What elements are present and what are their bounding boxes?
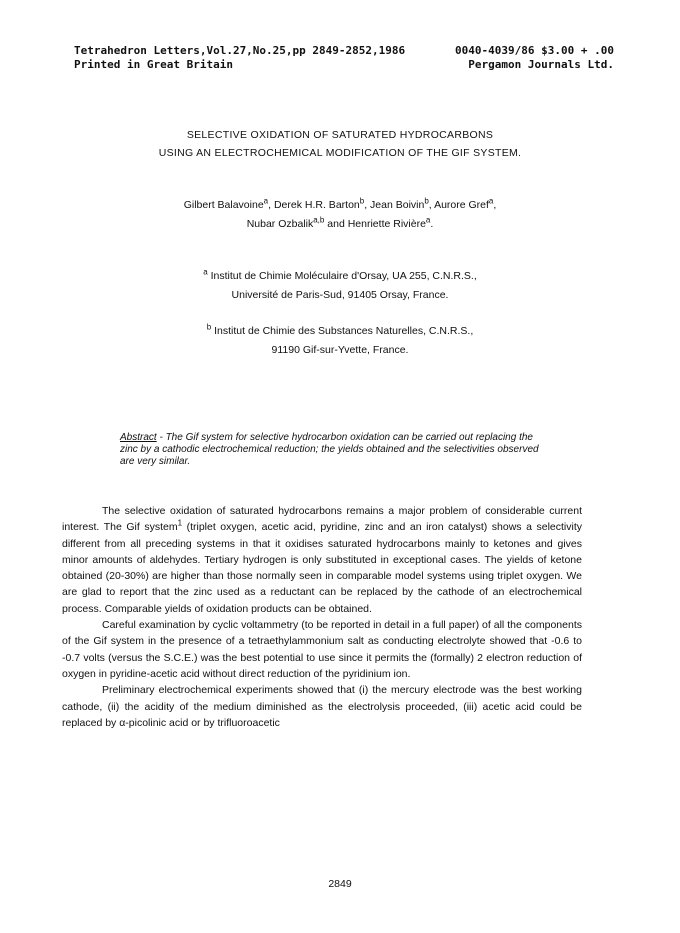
title-line-2: USING AN ELECTROCHEMICAL MODIFICATION OF THE GIF SYSTEM. xyxy=(158,147,522,159)
author-affiliation-mark: a xyxy=(263,196,269,206)
affiliation-b-line-1 xyxy=(0,322,680,341)
author-affiliation-mark: a,b xyxy=(313,215,325,225)
author-list xyxy=(0,196,680,234)
author-separator: , xyxy=(428,199,435,211)
author-separator: , xyxy=(364,199,371,211)
affiliation-a-line-2: Université de Paris-Sud, 91405 Orsay, France. xyxy=(231,289,449,301)
header-row-2 xyxy=(74,58,614,72)
author-name: Jean Boivin xyxy=(370,199,425,211)
paper-title xyxy=(0,126,680,162)
author-name: Nubar Ozbalik xyxy=(246,218,314,230)
abstract-text: - The Gif system for selective hydrocarbon oxidation can be carried out replacing the zinc by a cathodic electrochemical reduction; the yields obtained and the selectivities observed are very similar. xyxy=(120,432,539,467)
issn-price: 0040-4039/86 $3.00 + .00 xyxy=(455,44,614,57)
author-affiliation-mark: a xyxy=(488,196,494,206)
header-row-1 xyxy=(74,44,614,58)
paragraph-1-text-b: (triplet oxygen, acetic acid, pyridine, zinc and an iron catalyst) shows a selectivity different from all preceding systems in that it oxidises saturated hydrocarbons mainly to ketones and gives minor amounts of aldehydes. Tertiary hydrogen is only substituted in exceptional cases. The yields of ketone obtained (20-30%) are higher than those normally seen in comparable model systems using triplet oxygen. We are glad to report that the zinc used as a reductant can be replaced by the cathode of an electrochemical process. Comparable yields of oxidation products can be obtained. xyxy=(62,521,582,615)
affiliation-text: Institut de Chimie Moléculaire d'Orsay, UA 255, C.N.R.S., xyxy=(210,270,477,282)
author-line-2 xyxy=(0,215,680,234)
author-affiliation-mark: b xyxy=(359,196,365,206)
reference-mark: 1 xyxy=(177,518,183,528)
author-separator: , xyxy=(493,199,497,211)
abstract-label: Abstract xyxy=(120,432,157,443)
abstract xyxy=(120,432,540,468)
paragraph-3: Preliminary electrochemical experiments showed that (i) the mercury electrode was the best working cathode, (ii) the acidity of the medium diminished as the electrolysis proceeded, (iii) acetic acid could be replaced by α-picolinic acid or by trifluoroacetic xyxy=(62,684,582,729)
paragraph-1 xyxy=(62,503,582,617)
paragraph-1-text-a: The selective oxidation of saturated hydrocarbons remains a major problem of considerable current interest. The Gif system xyxy=(62,505,582,534)
author-end: . xyxy=(430,218,434,230)
paragraph-2: Careful examination by cyclic voltammetry (to be reported in detail in a full paper) of all the components of the Gif system in the presence of a tetraethylammonium salt as conducting electrolyte showed that -0.6 to -0.7 volts (versus the S.C.E.) was the best potential to use since it permits the (formally) 2 electron reduction of oxygen in pyridine-acetic acid without direct reduction of the pyridinium ion. xyxy=(62,619,582,680)
affiliation-b-line-2: 91190 Gif-sur-Yvette, France. xyxy=(271,344,409,356)
author-affiliation-mark: b xyxy=(424,196,429,206)
author-name: Henriette Rivière xyxy=(347,218,426,230)
title-line-1: SELECTIVE OXIDATION OF SATURATED HYDROCARBONS xyxy=(186,129,494,141)
affiliation-b xyxy=(0,322,680,360)
affiliation-a xyxy=(0,267,680,305)
affiliation-mark: a xyxy=(203,267,208,277)
author-affiliation-mark: a xyxy=(425,215,431,225)
affiliation-a-line-1 xyxy=(0,267,680,286)
author-separator: , xyxy=(268,199,274,211)
journal-citation: Tetrahedron Letters,Vol.27,No.25,pp 2849-2852,1986 xyxy=(74,44,406,57)
page-number: 2849 xyxy=(328,878,352,890)
author-name: Derek H.R. Barton xyxy=(273,199,360,211)
body-text xyxy=(62,503,582,731)
printed-in: Printed in Great Britain xyxy=(74,58,233,71)
publisher: Pergamon Journals Ltd. xyxy=(468,58,614,71)
author-name: Aurore Gref xyxy=(434,199,489,211)
affiliation-mark: b xyxy=(206,322,212,332)
author-line-1 xyxy=(0,196,680,215)
journal-header xyxy=(74,44,614,72)
affiliation-text: Institut de Chimie des Substances Naturelles, C.N.R.S., xyxy=(214,325,474,337)
author-name: Gilbert Balavoine xyxy=(183,199,264,211)
author-conjunction: and xyxy=(324,218,348,230)
